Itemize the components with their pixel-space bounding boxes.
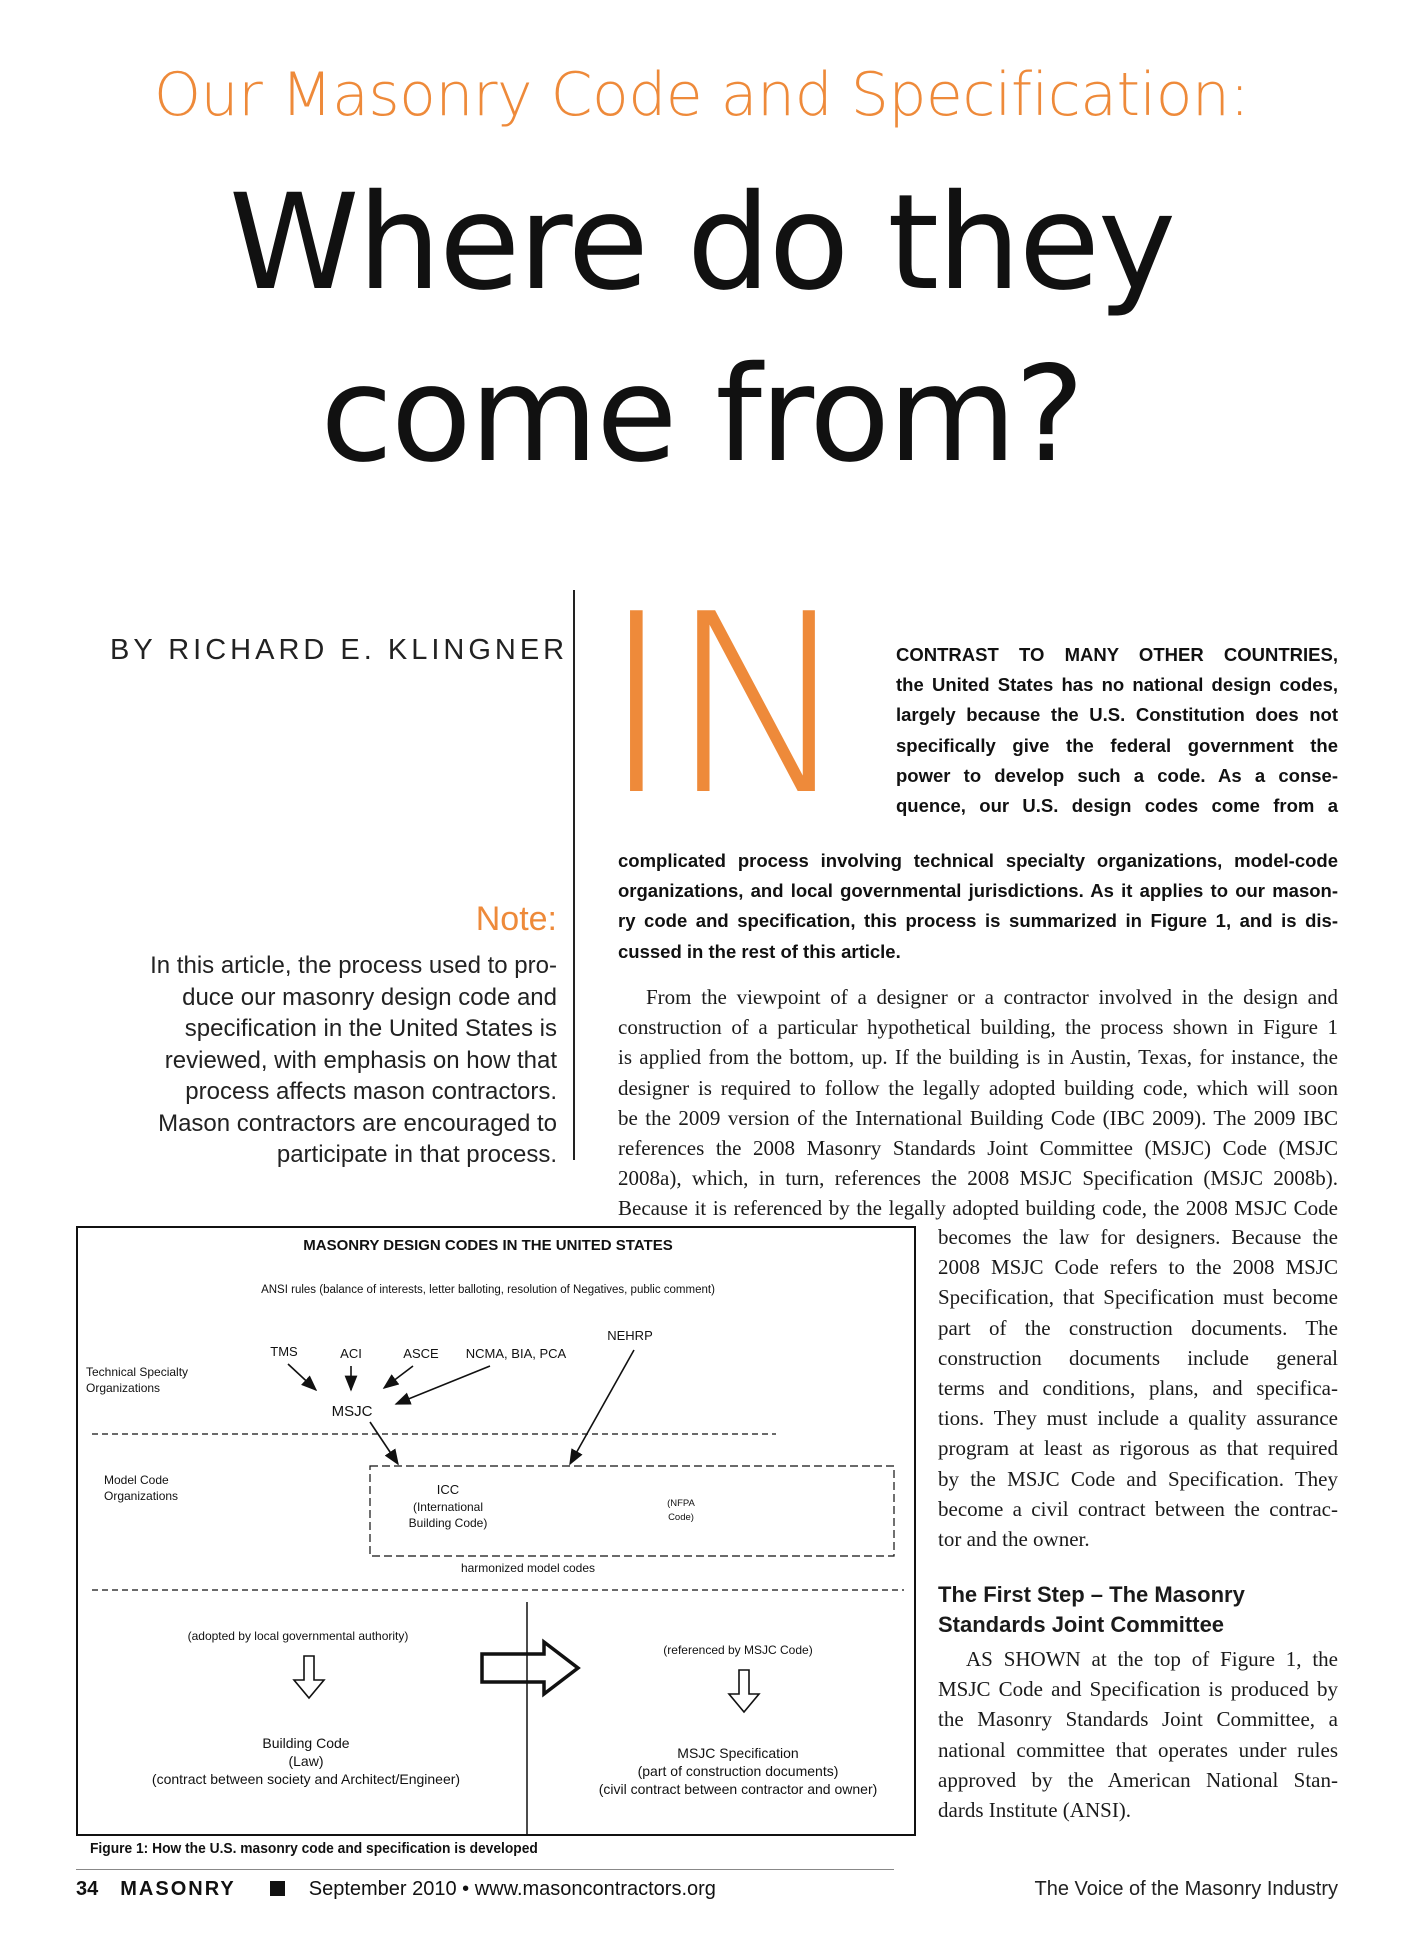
ansi-rules-label: ANSI rules (balance of interests, letter balloting, resolution of Negatives, public comment) [261,1284,715,1296]
body-line: become a civil contract between the contrac- [938,1496,1338,1521]
down-arrow-icon [294,1656,324,1698]
figure-caption: Figure 1: How the U.S. masonry code and specification is developed [90,1840,538,1857]
lead-line: ry code and specification, this process is summarized in Figure 1, and is dis- [618,910,1338,932]
body-line: terms and conditions, plans, and specifica- [938,1376,1338,1401]
body-line: becomes the law for designers. Because the [938,1225,1338,1249]
lead-line: specifically give the federal government the [896,734,1338,756]
tech-specialty-label: Technical Specialty [86,1365,189,1379]
square-bullet-icon [270,1881,285,1896]
note-line: specification in the United States is [184,1015,557,1042]
magazine-name: MASONRY [120,1878,236,1900]
note-line: reviewed, with emphasis on how that [164,1046,557,1074]
issue-date-url: September 2010 • www.masoncontractors.org [308,1878,716,1900]
org-tms: TMS [270,1344,298,1359]
org-nehrp: NEHRP [607,1328,653,1343]
lead-line: complicated process involving technical specialty organizations, model-code [618,850,1338,871]
body-line: 2008a), which, in turn, references the 2008 MSJC Specification (MSJC 2008b). [618,1166,1338,1191]
section-paragraph [938,1644,1338,1825]
lead-line: cussed in the rest of this article. [618,940,901,962]
msjc-spec-label: (part of construction documents) [637,1763,839,1779]
figure-1-diagram [76,1226,916,1836]
referenced-label: (referenced by MSJC Code) [663,1643,813,1657]
arrow-asce-msjc [384,1366,413,1388]
section-heading-line: Standards Joint Committee [938,1612,1225,1637]
lead-line: the United States has no national design codes, [896,674,1338,696]
msjc-spec-label: (civil contract between contractor and owner) [598,1781,878,1797]
column-divider [573,590,575,1160]
adopted-label: (adopted by local governmental authority) [187,1629,409,1643]
lead-line: organizations, and local governmental jurisdictions. As it applies to our mason- [618,880,1338,902]
note-line: process affects mason contractors. [185,1078,557,1105]
footer-tagline: The Voice of the Masonry Industry [1034,1878,1338,1900]
body-line: approved by the American National Stan- [938,1767,1338,1792]
lead-line: CONTRAST TO MANY OTHER COUNTRIES, [896,644,1338,665]
model-code-label: Model Code [104,1473,169,1487]
org-aci: ACI [340,1346,362,1361]
footer-rule [76,1869,894,1870]
body-line: Specification, that Specification must become [938,1285,1338,1310]
lead-paragraph-bottom [618,846,1338,967]
building-code-label: (Law) [288,1753,324,1769]
body-paragraph-1 [618,982,1338,1224]
icc-label: (International [412,1500,484,1514]
footer-left [76,1878,716,1901]
note-line: participate in that process. [276,1141,557,1168]
harmonized-label: harmonized model codes [460,1561,596,1575]
org-ncma-bia-pca: NCMA, BIA, PCA [465,1346,567,1361]
body-paragraph-2 [938,1222,1338,1554]
building-code-label: (contract between society and Architect/Engineer) [151,1771,461,1787]
icc-label: ICC [436,1482,460,1497]
body-line: tor and the owner. [938,1527,1090,1552]
body-line: Because it is referenced by the legally adopted building code, the 2008 MSJC Code [618,1196,1338,1221]
arrow-ncma-msjc [396,1366,490,1404]
note-text [90,950,557,1171]
body-line: construction of a particular hypothetical building, the process shown in Figure 1 [618,1015,1338,1040]
body-line: MSJC Code and Specification is produced by [938,1677,1338,1702]
body-line: by the MSJC Code and Specification. They [938,1466,1338,1491]
body-line: references the 2008 Masonry Standards Joint Committee (MSJC) Code (MSJC [618,1136,1338,1161]
down-arrow-icon [729,1670,759,1712]
body-line: dards Institute (ANSI). [938,1798,1132,1823]
body-line: the Masonry Standards Joint Committee, a [938,1707,1338,1732]
figure-title: MASONRY DESIGN CODES IN THE UNITED STATES [303,1237,673,1254]
body-line: AS SHOWN at the top of Figure 1, the [966,1647,1338,1671]
org-asce: ASCE [403,1346,439,1361]
model-code-label: Organizations [104,1489,179,1503]
lead-paragraph-top [896,640,1338,821]
body-line: construction documents include general [938,1345,1338,1370]
note-title: Note: [475,900,557,938]
section-heading [938,1580,1338,1640]
tech-specialty-label: Organizations [86,1381,161,1395]
arrow-msjc-icc [370,1422,398,1464]
building-code-label: Building Code [262,1735,350,1751]
drop-cap: IN [600,562,847,850]
note-line: In this article, the process used to pro- [150,952,557,979]
icc-label: Building Code) [408,1516,488,1530]
note-line: Mason contractors are encouraged to [158,1109,557,1137]
byline: BY RICHARD E. KLINGNER [110,634,569,666]
body-line: part of the construction documents. The [938,1315,1338,1340]
body-line: designer is required to follow the legally adopted building code, which will soon [618,1075,1338,1100]
page-number: 34 [76,1878,99,1900]
msjc-spec-label: MSJC Specification [677,1745,799,1761]
body-line: From the viewpoint of a designer or a contractor involved in the design and [646,985,1338,1009]
right-arrow-icon [482,1642,578,1694]
diagram-canvas [78,1228,914,1834]
body-line: tions. They must include a quality assurance [938,1406,1338,1431]
arrow-tms-msjc [288,1364,316,1390]
arrow-nehrp-icc [570,1350,634,1464]
nfpa-label: (NFPA [667,1498,695,1509]
note-line: duce our masonry design code and [182,983,557,1011]
headline-line-1: Where do they [228,166,1175,320]
article-kicker: Our Masonry Code and Specification: [153,60,1250,130]
body-line: 2008 MSJC Code refers to the 2008 MSJC [938,1255,1338,1280]
lead-line: quence, our U.S. design codes come from a [896,795,1338,817]
lead-line: power to develop such a code. As a conse- [896,764,1338,786]
body-line: program at least as rigorous as that required [938,1436,1338,1461]
body-line: is applied from the bottom, up. If the building is in Austin, Texas, for instance, the [618,1045,1338,1070]
body-line: national committee that operates under rules [938,1737,1338,1762]
lead-line: largely because the U.S. Constitution does not [896,704,1338,726]
msjc-node: MSJC [331,1403,373,1420]
section-heading-line: The First Step – The Masonry [938,1582,1245,1607]
body-line: be the 2009 version of the International Building Code (IBC 2009). The 2009 IBC [618,1105,1338,1130]
nfpa-label: Code) [668,1512,694,1523]
headline-line-2: come from? [320,338,1083,492]
